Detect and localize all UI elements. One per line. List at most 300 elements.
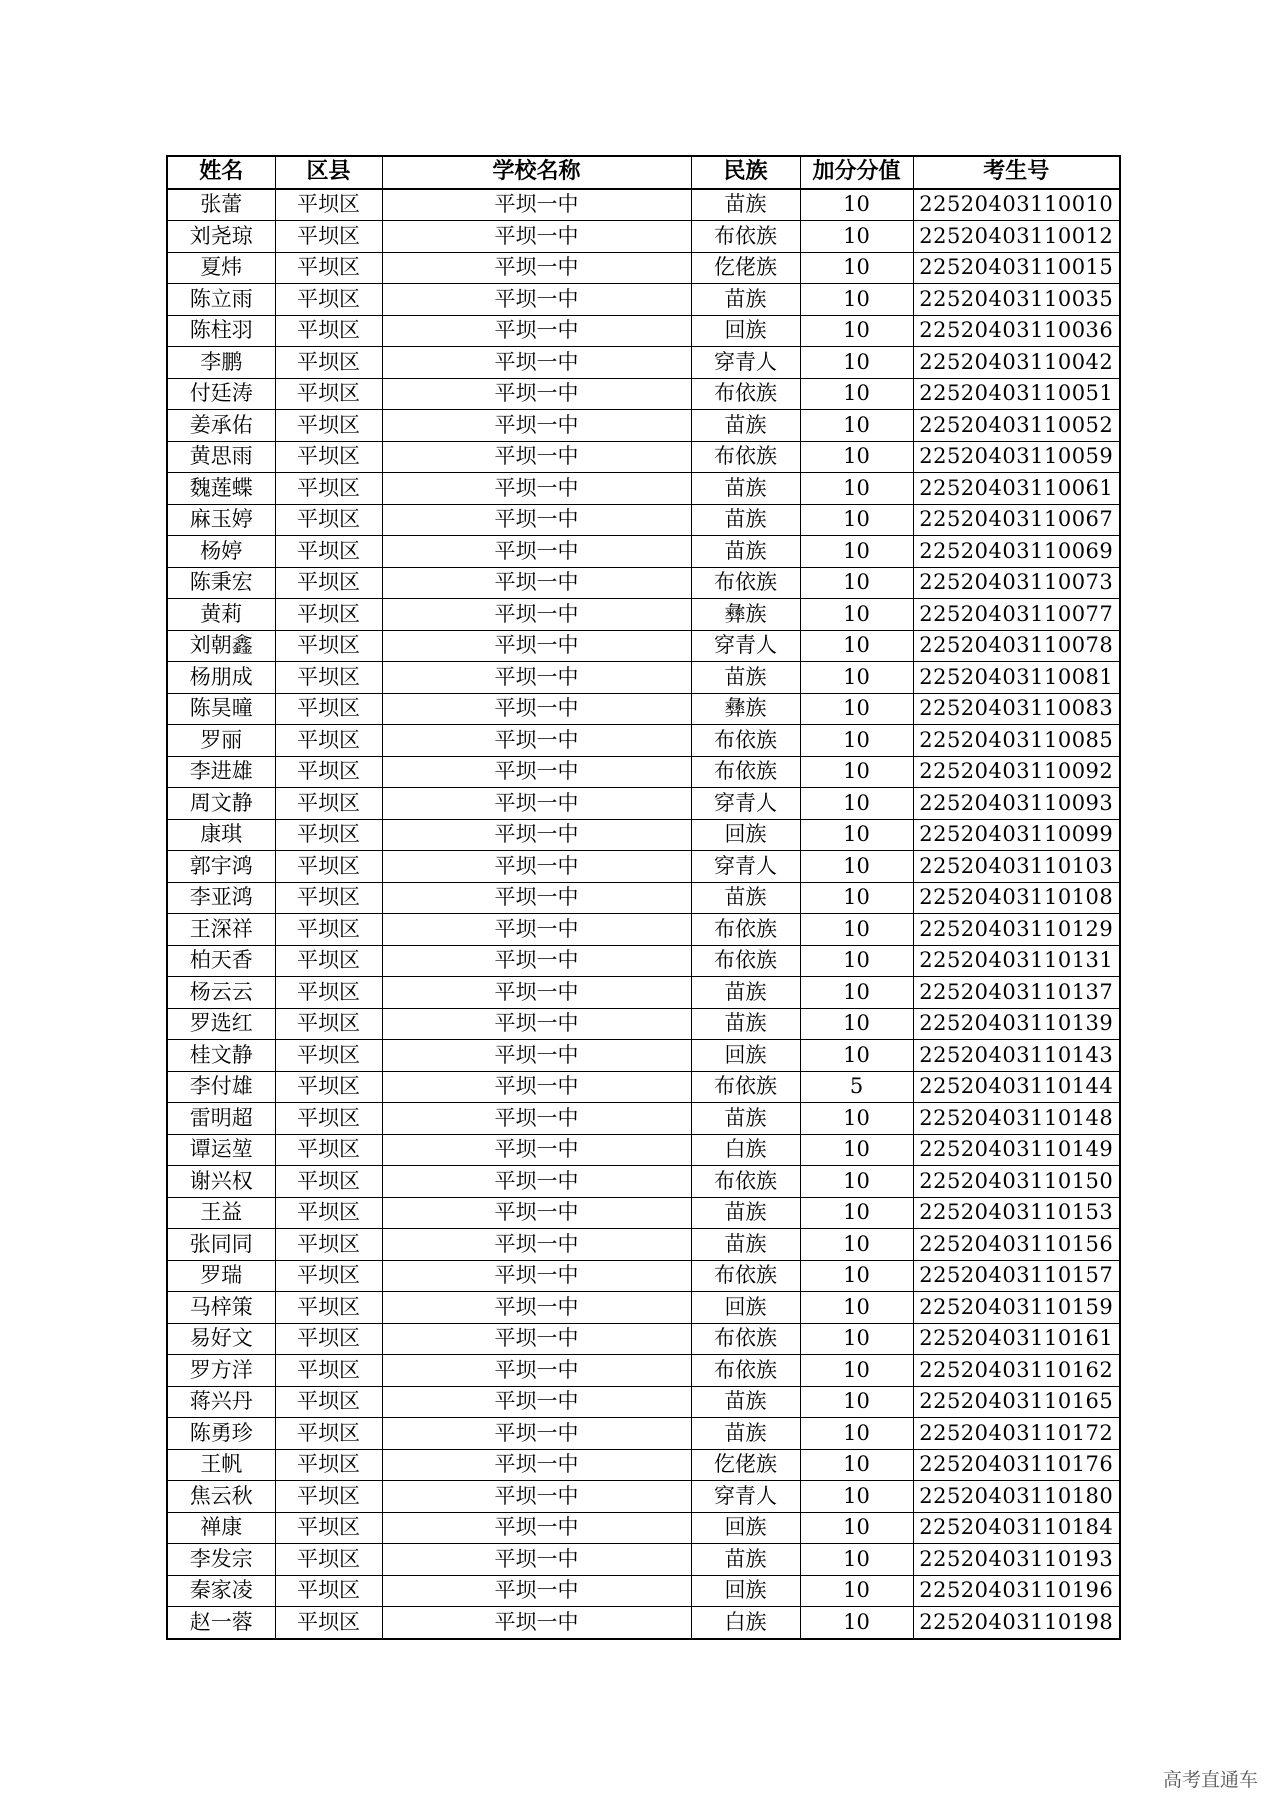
cell-name: 王益	[167, 1197, 275, 1229]
cell-district: 平坝区	[275, 1134, 382, 1166]
cell-district: 平坝区	[275, 662, 382, 694]
cell-ethnicity: 苗族	[691, 1386, 800, 1418]
cell-district: 平坝区	[275, 1323, 382, 1355]
cell-school: 平坝一中	[382, 315, 691, 347]
cell-school: 平坝一中	[382, 1386, 691, 1418]
cell-name: 杨朋成	[167, 662, 275, 694]
cell-bonus: 10	[800, 756, 913, 788]
cell-name: 周文静	[167, 788, 275, 820]
cell-ethnicity: 回族	[691, 819, 800, 851]
cell-name: 谭运堃	[167, 1134, 275, 1166]
table-row	[167, 599, 1120, 631]
cell-name: 麻玉婷	[167, 504, 275, 536]
cell-name: 杨云云	[167, 977, 275, 1009]
cell-bonus: 5	[800, 1071, 913, 1103]
cell-bonus: 10	[800, 252, 913, 284]
cell-district: 平坝区	[275, 221, 382, 253]
table-row	[167, 504, 1120, 536]
cell-school: 平坝一中	[382, 441, 691, 473]
cell-exam-id: 22520403110144	[913, 1071, 1120, 1103]
cell-exam-id: 22520403110108	[913, 882, 1120, 914]
cell-name: 魏莲蝶	[167, 473, 275, 505]
table-row	[167, 662, 1120, 694]
cell-bonus: 10	[800, 441, 913, 473]
cell-bonus: 10	[800, 1607, 913, 1639]
cell-bonus: 10	[800, 662, 913, 694]
cell-school: 平坝一中	[382, 1323, 691, 1355]
cell-bonus: 10	[800, 1260, 913, 1292]
cell-district: 平坝区	[275, 504, 382, 536]
table-row	[167, 1355, 1120, 1387]
cell-school: 平坝一中	[382, 1607, 691, 1639]
cell-school: 平坝一中	[382, 378, 691, 410]
cell-exam-id: 22520403110077	[913, 599, 1120, 631]
cell-bonus: 10	[800, 1512, 913, 1544]
cell-district: 平坝区	[275, 189, 382, 221]
cell-bonus: 10	[800, 1166, 913, 1198]
cell-exam-id: 22520403110010	[913, 189, 1120, 221]
cell-name: 杨婷	[167, 536, 275, 568]
cell-bonus: 10	[800, 567, 913, 599]
cell-name: 陈昊曈	[167, 693, 275, 725]
cell-school: 平坝一中	[382, 977, 691, 1009]
cell-school: 平坝一中	[382, 914, 691, 946]
cell-district: 平坝区	[275, 1355, 382, 1387]
cell-name: 康琪	[167, 819, 275, 851]
cell-exam-id: 22520403110156	[913, 1229, 1120, 1261]
cell-school: 平坝一中	[382, 1040, 691, 1072]
table-row	[167, 284, 1120, 316]
cell-bonus: 10	[800, 1386, 913, 1418]
cell-exam-id: 22520403110073	[913, 567, 1120, 599]
cell-exam-id: 22520403110172	[913, 1418, 1120, 1450]
cell-exam-id: 22520403110099	[913, 819, 1120, 851]
cell-ethnicity: 布依族	[691, 441, 800, 473]
cell-exam-id: 22520403110176	[913, 1449, 1120, 1481]
cell-bonus: 10	[800, 315, 913, 347]
table-row	[167, 851, 1120, 883]
cell-name: 王深祥	[167, 914, 275, 946]
table-row	[167, 1292, 1120, 1324]
cell-name: 付廷涛	[167, 378, 275, 410]
cell-bonus: 10	[800, 882, 913, 914]
cell-exam-id: 22520403110149	[913, 1134, 1120, 1166]
cell-ethnicity: 彝族	[691, 693, 800, 725]
cell-school: 平坝一中	[382, 504, 691, 536]
cell-exam-id: 22520403110067	[913, 504, 1120, 536]
cell-name: 柏天香	[167, 945, 275, 977]
cell-school: 平坝一中	[382, 1166, 691, 1198]
cell-school: 平坝一中	[382, 1292, 691, 1324]
bonus-points-table	[166, 155, 1121, 1640]
cell-district: 平坝区	[275, 378, 382, 410]
cell-district: 平坝区	[275, 1103, 382, 1135]
cell-exam-id: 22520403110015	[913, 252, 1120, 284]
cell-district: 平坝区	[275, 473, 382, 505]
table-row	[167, 1575, 1120, 1607]
cell-ethnicity: 苗族	[691, 977, 800, 1009]
cell-ethnicity: 回族	[691, 1512, 800, 1544]
cell-school: 平坝一中	[382, 1544, 691, 1576]
cell-exam-id: 22520403110131	[913, 945, 1120, 977]
table-row	[167, 1607, 1120, 1639]
cell-name: 李发宗	[167, 1544, 275, 1576]
cell-ethnicity: 仡佬族	[691, 1449, 800, 1481]
cell-school: 平坝一中	[382, 788, 691, 820]
table-row	[167, 1229, 1120, 1261]
cell-bonus: 10	[800, 788, 913, 820]
cell-district: 平坝区	[275, 945, 382, 977]
cell-ethnicity: 布依族	[691, 378, 800, 410]
cell-name: 陈立雨	[167, 284, 275, 316]
cell-district: 平坝区	[275, 1481, 382, 1513]
table-row	[167, 1481, 1120, 1513]
cell-bonus: 10	[800, 284, 913, 316]
cell-bonus: 10	[800, 1008, 913, 1040]
cell-name: 李付雄	[167, 1071, 275, 1103]
cell-bonus: 10	[800, 1323, 913, 1355]
cell-district: 平坝区	[275, 1575, 382, 1607]
cell-district: 平坝区	[275, 756, 382, 788]
cell-exam-id: 22520403110036	[913, 315, 1120, 347]
table-row	[167, 347, 1120, 379]
header-school: 学校名称	[382, 156, 691, 189]
cell-school: 平坝一中	[382, 1008, 691, 1040]
cell-ethnicity: 回族	[691, 315, 800, 347]
table-row	[167, 977, 1120, 1009]
cell-ethnicity: 仡佬族	[691, 252, 800, 284]
cell-bonus: 10	[800, 693, 913, 725]
cell-ethnicity: 苗族	[691, 504, 800, 536]
cell-district: 平坝区	[275, 1040, 382, 1072]
cell-bonus: 10	[800, 378, 913, 410]
cell-exam-id: 22520403110184	[913, 1512, 1120, 1544]
cell-exam-id: 22520403110198	[913, 1607, 1120, 1639]
cell-school: 平坝一中	[382, 1575, 691, 1607]
cell-school: 平坝一中	[382, 1260, 691, 1292]
cell-exam-id: 22520403110137	[913, 977, 1120, 1009]
cell-school: 平坝一中	[382, 1197, 691, 1229]
cell-district: 平坝区	[275, 1166, 382, 1198]
cell-bonus: 10	[800, 1544, 913, 1576]
table-row	[167, 1166, 1120, 1198]
cell-bonus: 10	[800, 1229, 913, 1261]
cell-bonus: 10	[800, 504, 913, 536]
table-row	[167, 1449, 1120, 1481]
cell-school: 平坝一中	[382, 725, 691, 757]
cell-name: 夏炜	[167, 252, 275, 284]
cell-exam-id: 22520403110083	[913, 693, 1120, 725]
cell-district: 平坝区	[275, 851, 382, 883]
cell-name: 罗丽	[167, 725, 275, 757]
cell-bonus: 10	[800, 1134, 913, 1166]
cell-bonus: 10	[800, 1449, 913, 1481]
cell-exam-id: 22520403110059	[913, 441, 1120, 473]
cell-ethnicity: 苗族	[691, 536, 800, 568]
cell-name: 罗方洋	[167, 1355, 275, 1387]
cell-district: 平坝区	[275, 1386, 382, 1418]
cell-district: 平坝区	[275, 284, 382, 316]
cell-bonus: 10	[800, 536, 913, 568]
cell-name: 李亚鸿	[167, 882, 275, 914]
cell-ethnicity: 白族	[691, 1134, 800, 1166]
cell-name: 张蕾	[167, 189, 275, 221]
table-body	[167, 189, 1120, 1639]
table-row	[167, 819, 1120, 851]
cell-exam-id: 22520403110035	[913, 284, 1120, 316]
cell-name: 马梓策	[167, 1292, 275, 1324]
cell-exam-id: 22520403110042	[913, 347, 1120, 379]
cell-name: 陈勇珍	[167, 1418, 275, 1450]
cell-name: 李进雄	[167, 756, 275, 788]
header-ethnicity: 民族	[691, 156, 800, 189]
table-row	[167, 725, 1120, 757]
cell-ethnicity: 布依族	[691, 945, 800, 977]
cell-name: 刘朝鑫	[167, 630, 275, 662]
cell-ethnicity: 苗族	[691, 1418, 800, 1450]
table-row	[167, 410, 1120, 442]
table-row	[167, 315, 1120, 347]
cell-bonus: 10	[800, 945, 913, 977]
cell-name: 罗选红	[167, 1008, 275, 1040]
cell-ethnicity: 苗族	[691, 1197, 800, 1229]
cell-school: 平坝一中	[382, 1229, 691, 1261]
cell-name: 蒋兴丹	[167, 1386, 275, 1418]
cell-district: 平坝区	[275, 1512, 382, 1544]
cell-exam-id: 22520403110180	[913, 1481, 1120, 1513]
cell-exam-id: 22520403110196	[913, 1575, 1120, 1607]
table-row	[167, 945, 1120, 977]
table-row	[167, 1197, 1120, 1229]
cell-name: 王帆	[167, 1449, 275, 1481]
cell-bonus: 10	[800, 1481, 913, 1513]
cell-ethnicity: 布依族	[691, 1260, 800, 1292]
cell-district: 平坝区	[275, 693, 382, 725]
cell-exam-id: 22520403110157	[913, 1260, 1120, 1292]
cell-ethnicity: 布依族	[691, 1166, 800, 1198]
header-row	[167, 156, 1120, 189]
cell-district: 平坝区	[275, 788, 382, 820]
cell-ethnicity: 苗族	[691, 189, 800, 221]
cell-bonus: 10	[800, 410, 913, 442]
cell-school: 平坝一中	[382, 599, 691, 631]
cell-district: 平坝区	[275, 1292, 382, 1324]
cell-name: 郭宇鸿	[167, 851, 275, 883]
cell-exam-id: 22520403110161	[913, 1323, 1120, 1355]
cell-ethnicity: 布依族	[691, 914, 800, 946]
cell-exam-id: 22520403110159	[913, 1292, 1120, 1324]
cell-district: 平坝区	[275, 819, 382, 851]
cell-ethnicity: 布依族	[691, 1355, 800, 1387]
cell-district: 平坝区	[275, 630, 382, 662]
cell-bonus: 10	[800, 630, 913, 662]
cell-district: 平坝区	[275, 1418, 382, 1450]
table-row	[167, 882, 1120, 914]
cell-school: 平坝一中	[382, 756, 691, 788]
cell-bonus: 10	[800, 725, 913, 757]
cell-bonus: 10	[800, 1418, 913, 1450]
cell-district: 平坝区	[275, 1544, 382, 1576]
cell-bonus: 10	[800, 851, 913, 883]
cell-district: 平坝区	[275, 441, 382, 473]
cell-district: 平坝区	[275, 1071, 382, 1103]
cell-exam-id: 22520403110193	[913, 1544, 1120, 1576]
cell-school: 平坝一中	[382, 536, 691, 568]
cell-ethnicity: 回族	[691, 1292, 800, 1324]
cell-bonus: 10	[800, 914, 913, 946]
cell-ethnicity: 穿青人	[691, 347, 800, 379]
cell-ethnicity: 布依族	[691, 725, 800, 757]
watermark-text: 高考直通车	[1162, 1769, 1258, 1791]
cell-district: 平坝区	[275, 1260, 382, 1292]
cell-district: 平坝区	[275, 347, 382, 379]
cell-district: 平坝区	[275, 725, 382, 757]
cell-ethnicity: 苗族	[691, 1544, 800, 1576]
table-row	[167, 1134, 1120, 1166]
cell-ethnicity: 彝族	[691, 599, 800, 631]
header-bonus: 加分分值	[800, 156, 913, 189]
cell-ethnicity: 穿青人	[691, 851, 800, 883]
cell-exam-id: 22520403110085	[913, 725, 1120, 757]
cell-exam-id: 22520403110078	[913, 630, 1120, 662]
cell-school: 平坝一中	[382, 1071, 691, 1103]
cell-ethnicity: 苗族	[691, 473, 800, 505]
cell-ethnicity: 苗族	[691, 882, 800, 914]
table-row	[167, 441, 1120, 473]
cell-ethnicity: 穿青人	[691, 788, 800, 820]
cell-exam-id: 22520403110150	[913, 1166, 1120, 1198]
table-row	[167, 1544, 1120, 1576]
cell-exam-id: 22520403110153	[913, 1197, 1120, 1229]
cell-district: 平坝区	[275, 1197, 382, 1229]
cell-exam-id: 22520403110069	[913, 536, 1120, 568]
table-row	[167, 252, 1120, 284]
cell-exam-id: 22520403110162	[913, 1355, 1120, 1387]
cell-district: 平坝区	[275, 1607, 382, 1639]
cell-ethnicity: 苗族	[691, 284, 800, 316]
cell-school: 平坝一中	[382, 189, 691, 221]
cell-bonus: 10	[800, 189, 913, 221]
table-row	[167, 221, 1120, 253]
cell-school: 平坝一中	[382, 284, 691, 316]
cell-bonus: 10	[800, 347, 913, 379]
cell-bonus: 10	[800, 1040, 913, 1072]
cell-name: 禅康	[167, 1512, 275, 1544]
cell-ethnicity: 苗族	[691, 1229, 800, 1261]
cell-school: 平坝一中	[382, 347, 691, 379]
cell-name: 罗瑞	[167, 1260, 275, 1292]
table-row	[167, 1323, 1120, 1355]
cell-ethnicity: 回族	[691, 1575, 800, 1607]
cell-school: 平坝一中	[382, 252, 691, 284]
cell-ethnicity: 穿青人	[691, 1481, 800, 1513]
cell-exam-id: 22520403110165	[913, 1386, 1120, 1418]
cell-school: 平坝一中	[382, 1355, 691, 1387]
cell-bonus: 10	[800, 1197, 913, 1229]
header-district: 区县	[275, 156, 382, 189]
cell-name: 刘尧琼	[167, 221, 275, 253]
cell-bonus: 10	[800, 1575, 913, 1607]
cell-bonus: 10	[800, 599, 913, 631]
table-row	[167, 914, 1120, 946]
cell-bonus: 10	[800, 819, 913, 851]
cell-school: 平坝一中	[382, 221, 691, 253]
cell-exam-id: 22520403110129	[913, 914, 1120, 946]
cell-name: 陈秉宏	[167, 567, 275, 599]
cell-name: 雷明超	[167, 1103, 275, 1135]
cell-exam-id: 22520403110051	[913, 378, 1120, 410]
cell-district: 平坝区	[275, 1229, 382, 1261]
cell-district: 平坝区	[275, 882, 382, 914]
cell-ethnicity: 布依族	[691, 221, 800, 253]
cell-school: 平坝一中	[382, 662, 691, 694]
cell-name: 陈柱羽	[167, 315, 275, 347]
cell-ethnicity: 苗族	[691, 410, 800, 442]
cell-bonus: 10	[800, 1103, 913, 1135]
cell-ethnicity: 回族	[691, 1040, 800, 1072]
cell-name: 李鹏	[167, 347, 275, 379]
header-exam-id: 考生号	[913, 156, 1120, 189]
table-row	[167, 630, 1120, 662]
cell-district: 平坝区	[275, 1449, 382, 1481]
table-row	[167, 1260, 1120, 1292]
cell-school: 平坝一中	[382, 945, 691, 977]
table-row	[167, 1512, 1120, 1544]
cell-school: 平坝一中	[382, 693, 691, 725]
cell-exam-id: 22520403110061	[913, 473, 1120, 505]
cell-district: 平坝区	[275, 1008, 382, 1040]
table-row	[167, 473, 1120, 505]
cell-name: 谢兴权	[167, 1166, 275, 1198]
cell-name: 焦云秋	[167, 1481, 275, 1513]
cell-exam-id: 22520403110012	[913, 221, 1120, 253]
cell-name: 桂文静	[167, 1040, 275, 1072]
table-row	[167, 1386, 1120, 1418]
table-row	[167, 1418, 1120, 1450]
cell-ethnicity: 白族	[691, 1607, 800, 1639]
table-row	[167, 693, 1120, 725]
cell-school: 平坝一中	[382, 410, 691, 442]
table-row	[167, 788, 1120, 820]
cell-school: 平坝一中	[382, 473, 691, 505]
table-row	[167, 567, 1120, 599]
table-row	[167, 1008, 1120, 1040]
cell-exam-id: 22520403110081	[913, 662, 1120, 694]
cell-school: 平坝一中	[382, 851, 691, 883]
header-name: 姓名	[167, 156, 275, 189]
cell-district: 平坝区	[275, 914, 382, 946]
cell-ethnicity: 布依族	[691, 1071, 800, 1103]
cell-district: 平坝区	[275, 567, 382, 599]
cell-bonus: 10	[800, 1355, 913, 1387]
cell-bonus: 10	[800, 1292, 913, 1324]
cell-ethnicity: 苗族	[691, 662, 800, 694]
table-row	[167, 756, 1120, 788]
cell-school: 平坝一中	[382, 1512, 691, 1544]
table-row	[167, 1071, 1120, 1103]
cell-district: 平坝区	[275, 599, 382, 631]
cell-ethnicity: 穿青人	[691, 630, 800, 662]
cell-ethnicity: 苗族	[691, 1103, 800, 1135]
cell-ethnicity: 布依族	[691, 756, 800, 788]
cell-exam-id: 22520403110092	[913, 756, 1120, 788]
cell-name: 易好文	[167, 1323, 275, 1355]
cell-name: 姜承佑	[167, 410, 275, 442]
cell-school: 平坝一中	[382, 1449, 691, 1481]
cell-school: 平坝一中	[382, 1103, 691, 1135]
cell-name: 黄思雨	[167, 441, 275, 473]
cell-school: 平坝一中	[382, 630, 691, 662]
